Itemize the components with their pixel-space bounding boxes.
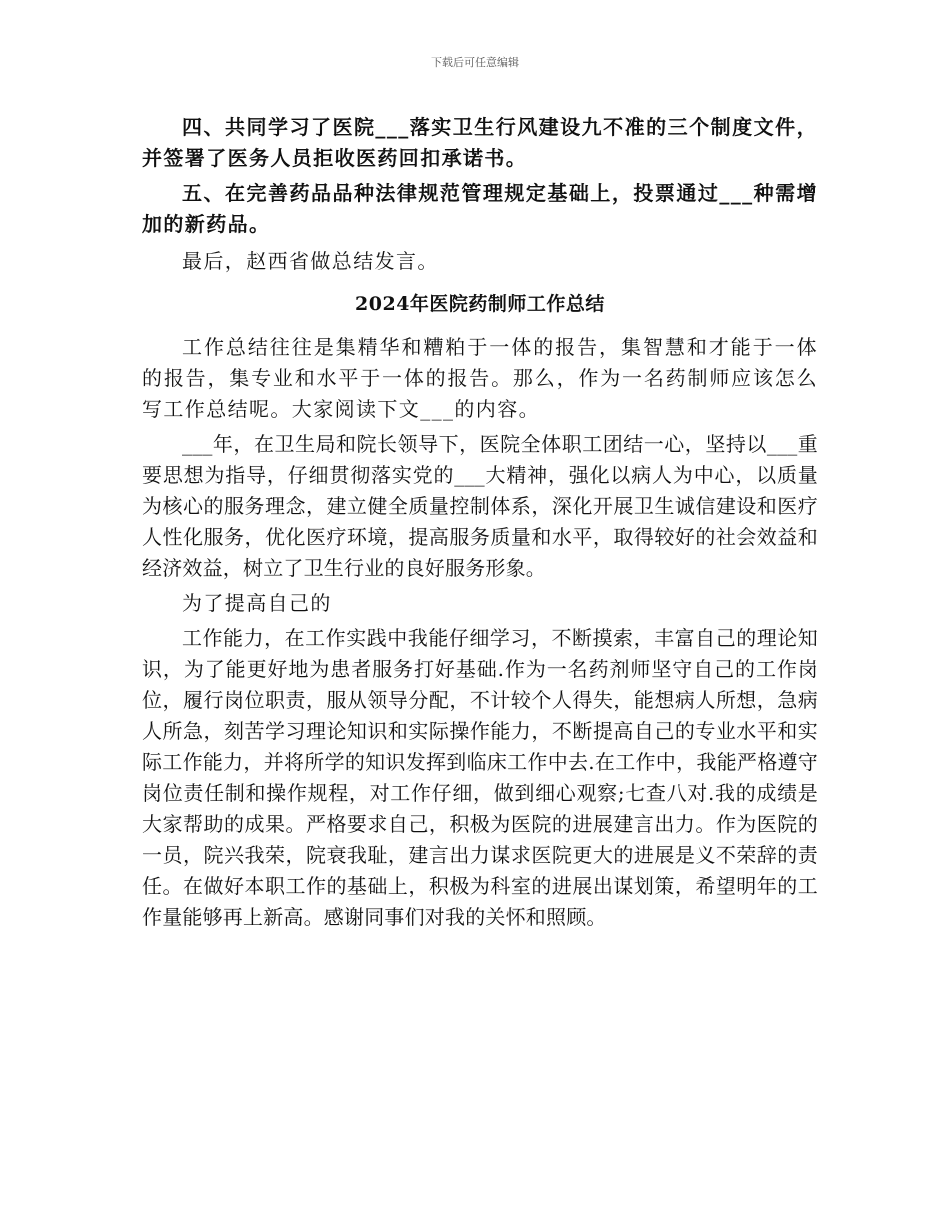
article-title: 2024年医院药制师工作总结 — [355, 293, 605, 315]
page-header-note: 下载后可任意编辑 — [431, 56, 519, 69]
document-body — [142, 112, 818, 933]
article-paragraph: 为了提高自己的 — [182, 591, 332, 615]
meeting-item-four: 四、共同学习了医院___落实卫生行风建设九不准的三个制度文件，并签署了医务人员拒收医药回扣承诺书。 — [142, 115, 818, 170]
meeting-item-five: 五、在完善药品品种法律规范管理规定基础上，投票通过___种需增加的新药品。 — [142, 181, 818, 236]
meeting-closing: 最后，赵西省做总结发言。 — [182, 249, 439, 273]
article-paragraph: 工作能力，在工作实践中我能仔细学习，不断摸索，丰富自己的理论知识，为了能更好地为患者服务打好基础.作为一名药剂师坚守自己的工作岗位，履行岗位职责，服从领导分配，不计较个人得失，能想病人所想，急病人所急，刻苦学习理论知识和实际操作能力，不断提高自己的专业水平和实际工作能力，并将所学的知识发挥到临床工作中去.在工作中，我能严格遵守岗位责任制和操作规程，对工作仔细，做到细心观察;七查八对.我的成绩是大家帮助的成果。严格要求自己，积极为医院的进展建言出力。作为医院的一员，院兴我荣，院衰我耻，建言出力谋求医院更大的进展是义不荣辞的责任。在做好本职工作的基础上，积极为科室的进展出谋划策，希望明年的工作量能够再上新高。感谢同事们对我的关怀和照顾。 — [142, 626, 818, 929]
article-paragraph: ___年，在卫生局和院长领导下，医院全体职工团结一心，坚持以___重要思想为指导，仔细贯彻落实党的___大精神，强化以病人为中心，以质量为核心的服务理念，建立健全质量控制体系，深化开展卫生诚信建设和医疗人性化服务，优化医疗环境，提高服务质量和水平，取得较好的社会效益和经济效益，树立了卫生行业的良好服务形象。 — [142, 432, 818, 580]
article-paragraph: 工作总结往往是集精华和糟粕于一体的报告，集智慧和才能于一体的报告，集专业和水平于一体的报告。那么，作为一名药制师应该怎么写工作总结呢。大家阅读下文___的内容。 — [142, 335, 818, 421]
